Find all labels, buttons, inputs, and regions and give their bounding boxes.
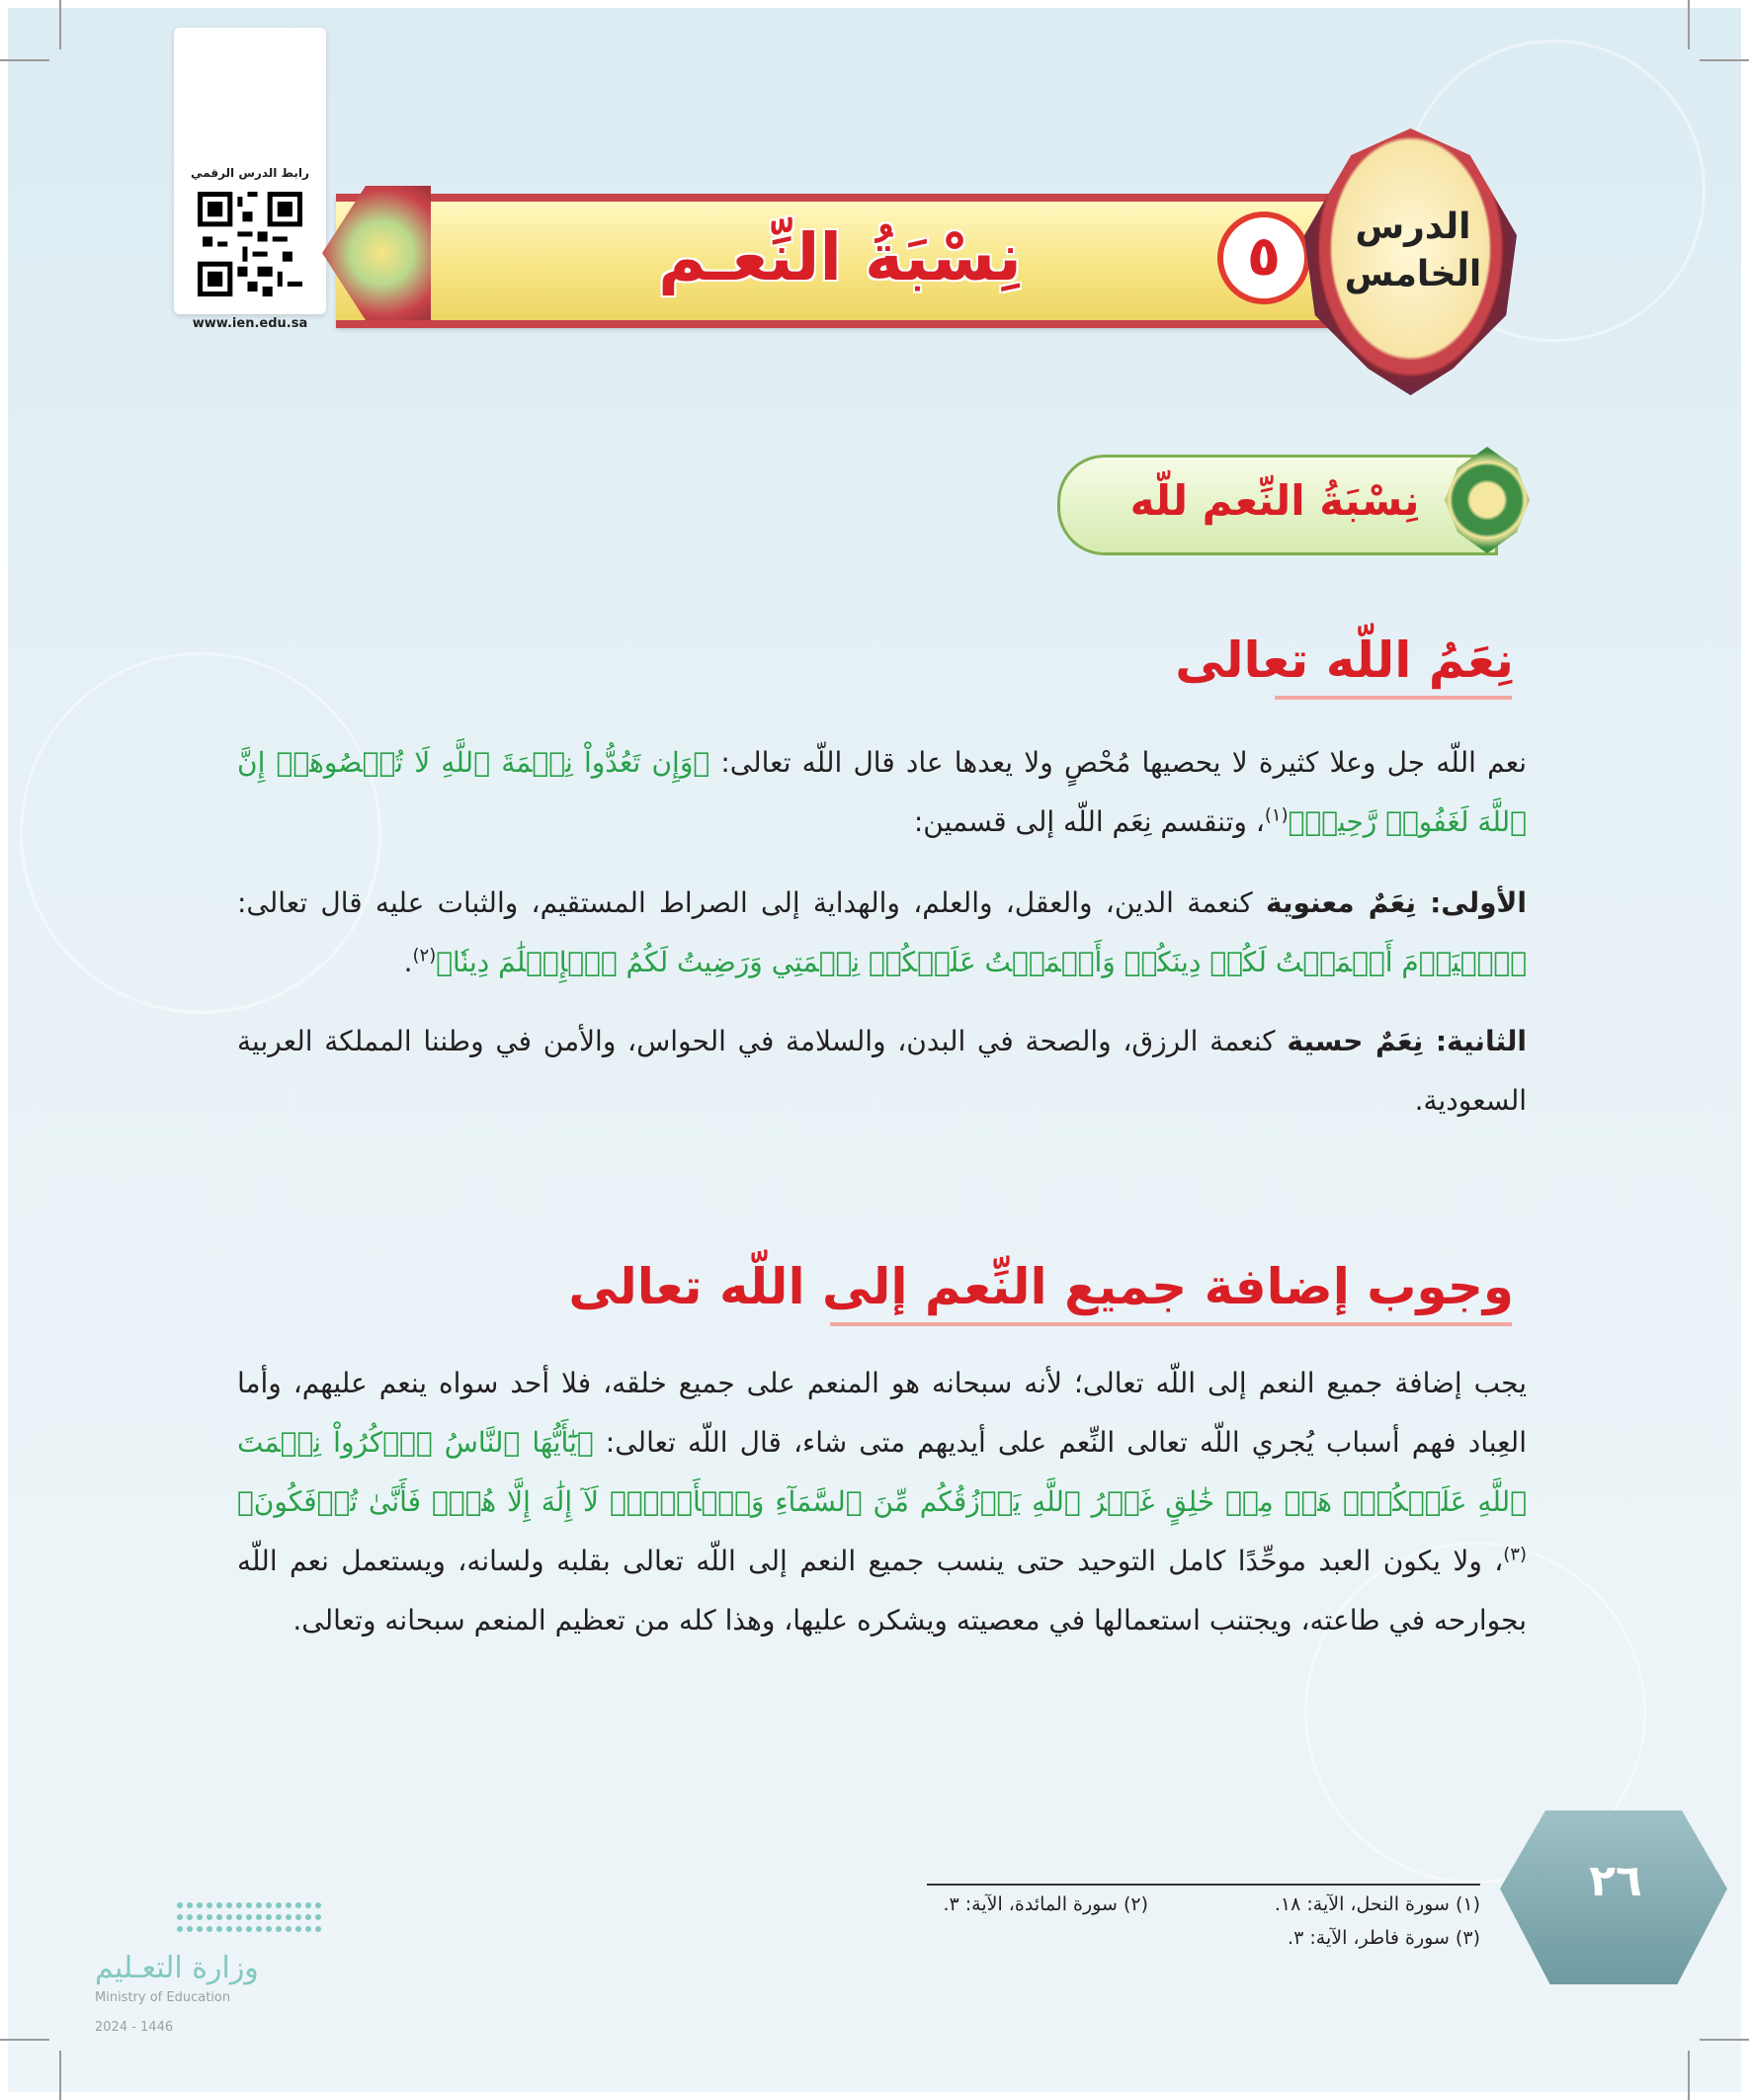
lesson-number-badge: ٥: [1217, 211, 1310, 304]
ministry-logo-icon: [174, 1897, 322, 1943]
crop-mark: [1700, 59, 1749, 61]
paragraph-text: ، ولا يكون العبد موحِّدًا كامل التوحيد حتى ينسب جميع النعم إلى اللّه تعالى بقلبه ولسانه، ويستعمل نعم اللّه بجوارحه في طاعته، ويجتنب استعمالها في معصيته ويشكره عليها، وهذا كله من تعظيم المنعم سبحانه وتعالى.: [237, 1545, 1527, 1637]
footnote-2: (٢) سورة المائدة، الآية: ٣.: [943, 1893, 1148, 1915]
footnote-ref: (٢): [412, 945, 437, 966]
crop-mark: [1700, 2039, 1749, 2041]
heading-underline: [1275, 696, 1512, 700]
lesson-label: [1334, 204, 1492, 298]
paragraph-text: .: [403, 946, 413, 978]
paragraph-moral-blessings: [237, 874, 1527, 992]
qr-card[interactable]: [174, 28, 326, 331]
crop-mark: [0, 59, 49, 61]
heading-blessings: نِعَمُ اللّه تعالى: [1175, 631, 1514, 689]
lesson-title: نِسْبَةُ النِّعـم: [658, 219, 1022, 295]
quran-verse: ﴿وَإِن تَعُدُّواْ نِعۡمَةَ ٱللَّهِ لَا تُحۡصُوهَآۗ إِنَّ ٱللَّهَ لَغَفُورٞ رَّحِيمٞ﴾: [237, 746, 1527, 838]
ministry-year: 2024 - 1446: [95, 2020, 174, 2035]
footnote-3: (٣) سورة فاطر، الآية: ٣.: [1288, 1927, 1480, 1949]
paragraph-attribution: [237, 1354, 1527, 1650]
paragraph-intro: [237, 733, 1527, 852]
crop-mark: [1688, 0, 1690, 49]
term-label: الأولى: نِعَمٌ معنوية: [1265, 886, 1527, 919]
lesson-label-line2: الخامس: [1344, 254, 1482, 294]
quran-verse: ﴿ٱلۡيَوۡمَ أَكۡمَلۡتُ لَكُمۡ دِينَكُمۡ وَأَتۡمَمۡتُ عَلَيۡكُمۡ نِعۡمَتِي وَرَضِيتُ لَكُمُ ٱلۡإِسۡلَٰمَ دِينٗا﴾: [436, 946, 1527, 978]
footnote-ref: (٣): [1503, 1544, 1527, 1565]
crop-mark: [1688, 2051, 1690, 2100]
paragraph-text: نعم اللّه جل وعلا كثيرة لا يحصيها مُحْصٍ ولا يعدها عاد قال اللّه تعالى:: [709, 746, 1528, 779]
qr-code-icon[interactable]: [198, 192, 302, 296]
ministry-name-en: Ministry of Education: [95, 1990, 231, 2005]
page-number: ٢٦: [1589, 1856, 1642, 1906]
crop-mark: [0, 2039, 49, 2041]
footnote-ref: (١): [1264, 804, 1289, 826]
quran-verse: ﴿يَٰٓأَيُّهَا ٱلنَّاسُ ٱذۡكُرُواْ نِعۡمَتَ ٱللَّهِ عَلَيۡكُمۡۚ هَلۡ مِنۡ خَٰلِقٍ غَيۡرُ ٱللَّهِ يَرۡزُقُكُم مِّنَ ٱلسَّمَآءِ وَٱلۡأَرۡضِۚ لَآ إِلَٰهَ إِلَّا هُوَۖ فَأَنَّىٰ تُؤۡفَكُونَ﴾: [237, 1426, 1527, 1518]
lesson-label-line1: الدرس: [1355, 207, 1471, 247]
footnote-1: (١) سورة النحل، الآية: ١٨.: [1274, 1893, 1480, 1915]
qr-url[interactable]: www.ien.edu.sa: [192, 316, 308, 331]
paragraph-text: يجب إضافة جميع النعم إلى اللّه تعالى؛ لأنه سبحانه هو المنعم على جميع خلقه، فلا أحد سواه ينعم عليهم، وأما العِباد فهم أسباب يُجري اللّه تعالى النِّعم على أيديهم متى شاء، قال اللّه تعالى:: [237, 1367, 1527, 1459]
ministry-name-ar: وزارة التعـليم: [95, 1951, 259, 1985]
qr-caption: رابط الدرس الرقمي: [191, 166, 309, 180]
heading-attribution: وجوب إضافة جميع النِّعم إلى اللّه تعالى: [568, 1258, 1514, 1315]
paragraph-text: كنعمة الدين، والعقل، والعلم، والهداية إلى الصراط المستقيم، والثبات عليه قال تعالى:: [237, 886, 1266, 919]
heading-underline: [830, 1322, 1512, 1326]
footnote-divider: [927, 1884, 1480, 1886]
paragraph-text: كنعمة الرزق، والصحة في البدن، والسلامة في الحواس، والأمن في وطننا المملكة العربية السعودية.: [237, 1025, 1527, 1117]
section-title: نِسْبَةُ النِّعم للّه: [1129, 476, 1420, 525]
paragraph-physical-blessings: [237, 1012, 1527, 1131]
paragraph-text: ، وتنقسم نِعَم اللّه إلى قسمين:: [913, 805, 1265, 838]
crop-mark: [59, 0, 61, 49]
crop-mark: [59, 2051, 61, 2100]
term-label: الثانية: نِعَمٌ حسية: [1287, 1025, 1527, 1057]
